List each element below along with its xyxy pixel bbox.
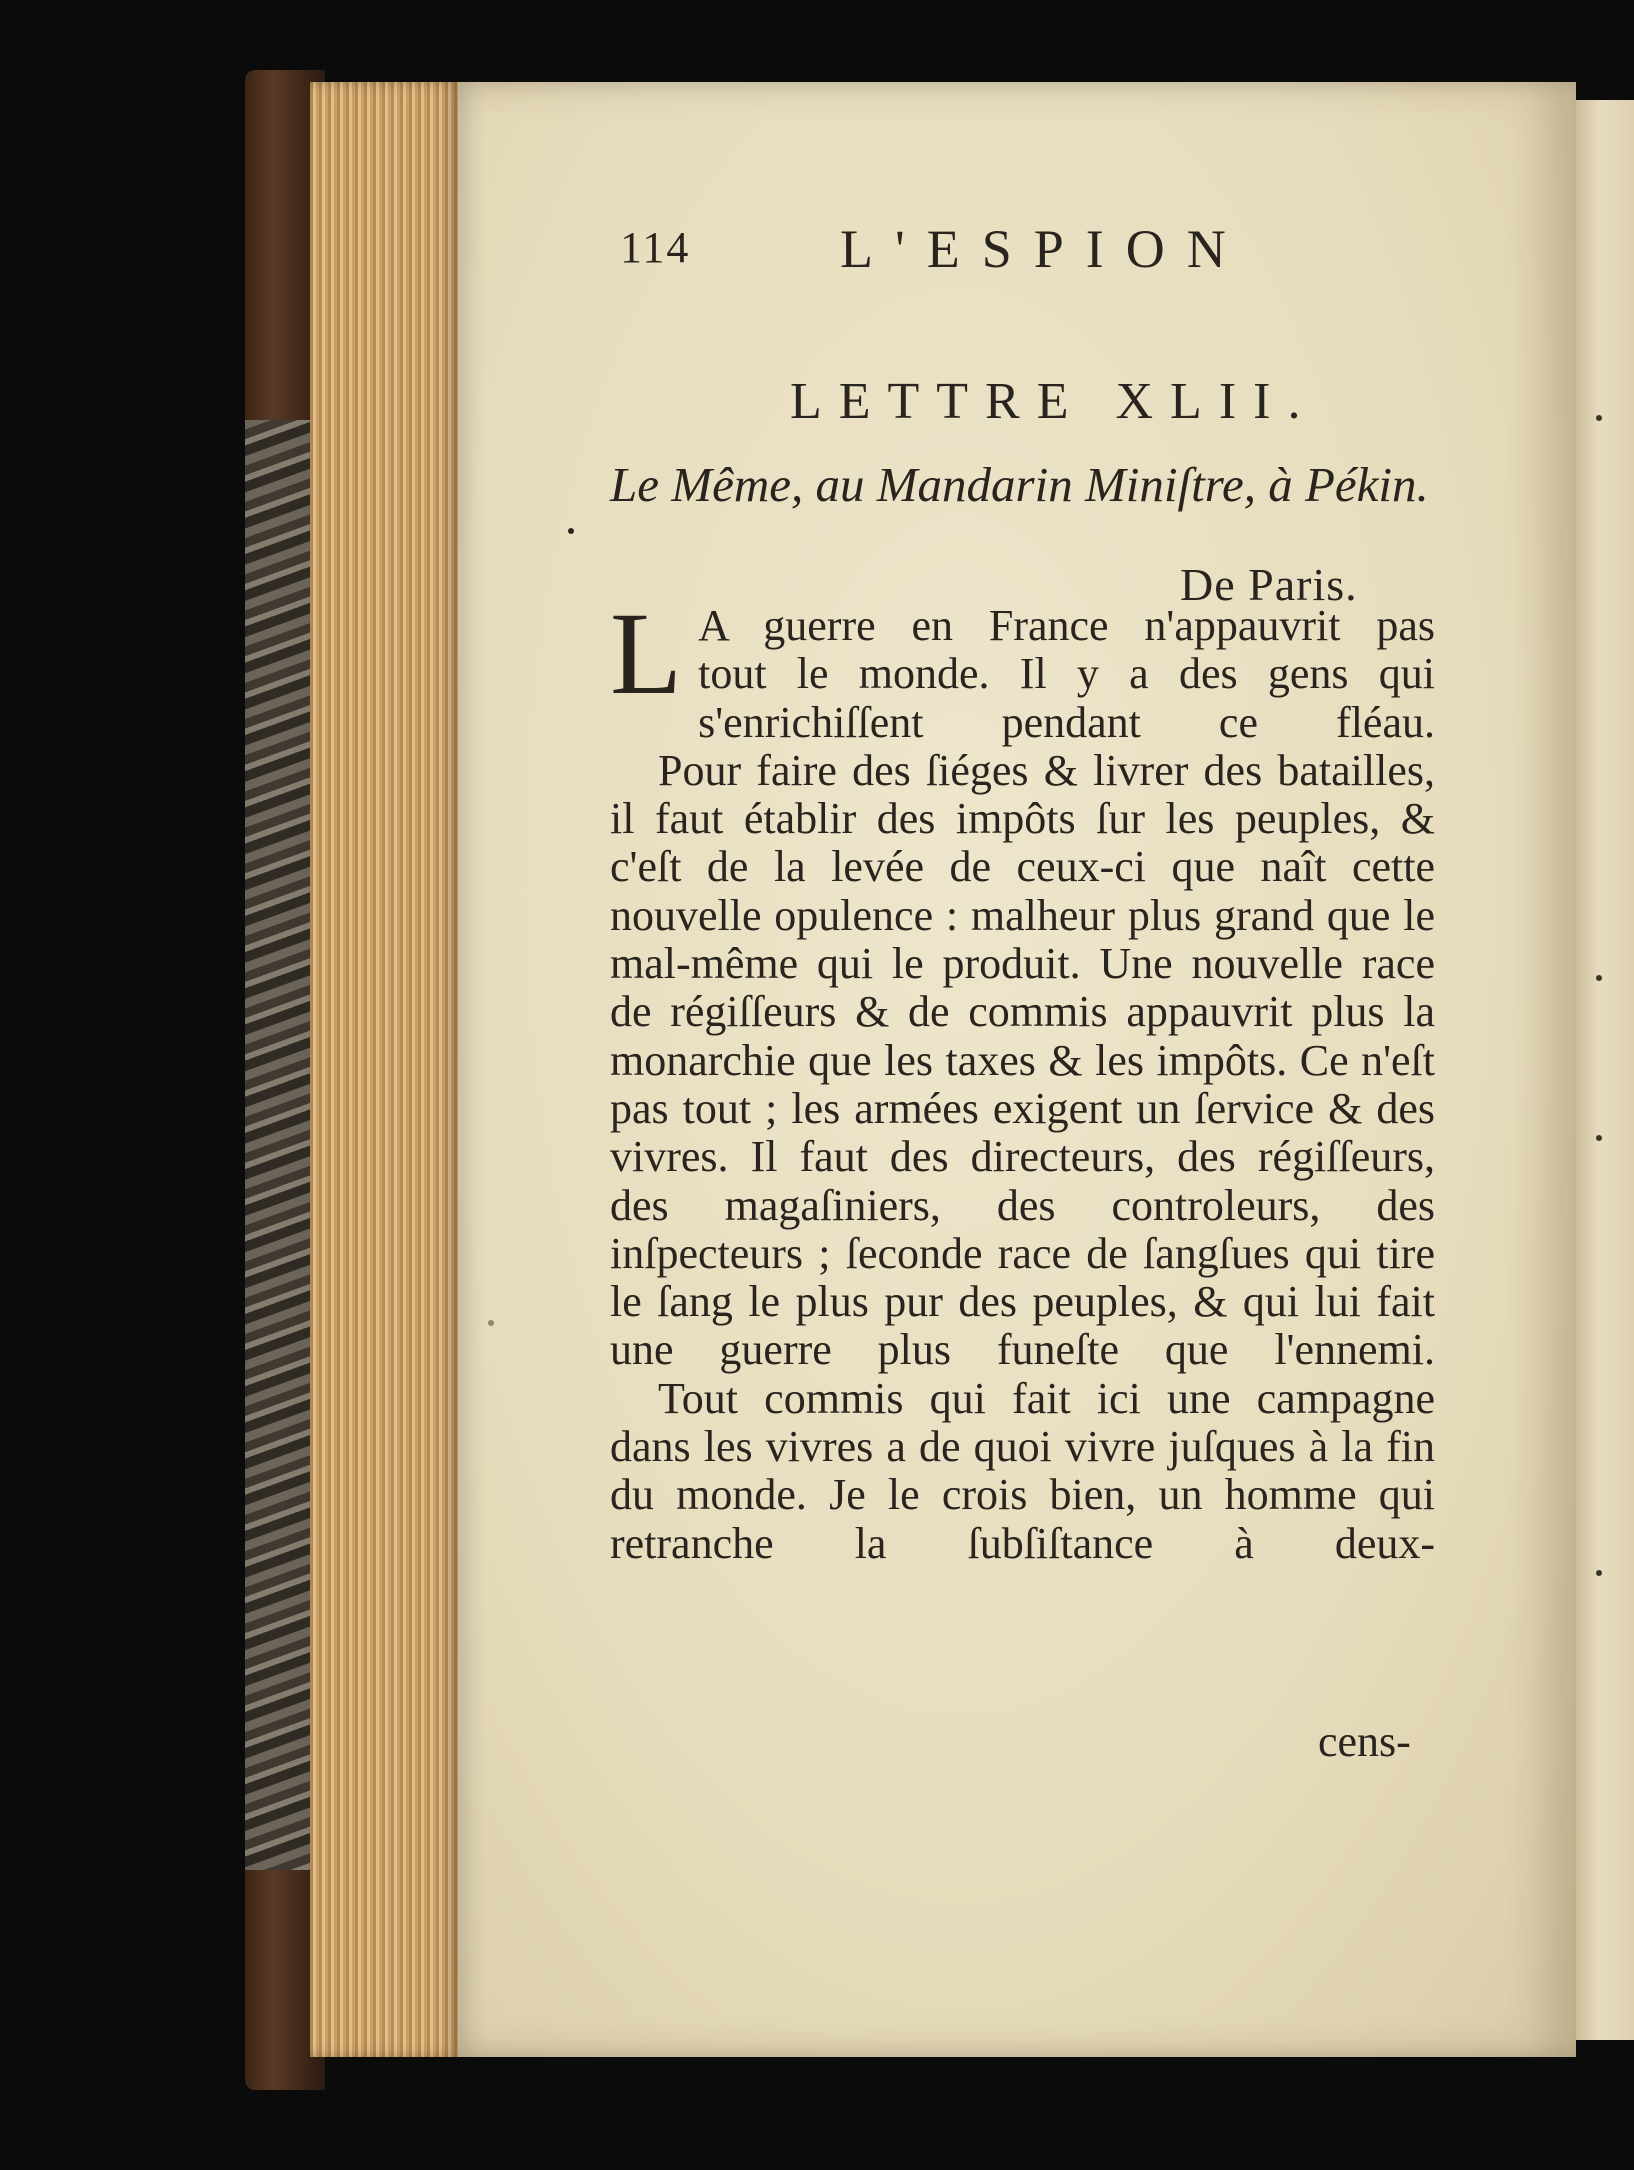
letter-dateline: De Paris.	[1180, 559, 1358, 610]
catchword: cens-	[1318, 1717, 1411, 1766]
body-line: A guerre en France n'appauvrit pas	[698, 601, 1435, 650]
running-title: L'ESPION	[840, 219, 1248, 279]
facing-page-edge	[1576, 100, 1634, 2040]
first-paragraph	[610, 588, 1435, 747]
letter-body	[610, 588, 1435, 1568]
paragraph: Tout commis qui fait ici une campagne dans les vivres a de quoi vivre juſques à la fin du monde. Je le crois bien, un homme qui retranche la ſubſiſtance à deux-	[610, 1373, 1435, 1568]
paragraph: Pour faire des ſiéges & livrer des batailles, il faut établir des impôts ſur les peuples, & c'eſt de la levée de ceux-ci que naît cette nouvelle opulence : malheur plus grand que le mal-même qui le produit. Une nouvelle race de régiſſeurs & de commis appauvrit plus la monarchie que les taxes & les impôts. Ce n'eſt pas tout ; les armées exigent un ſervice & des vivres. Il faut des directeurs, des régiſſeurs, des magaſiniers, des controleurs, des inſpecteurs ; ſeconde race de ſangſues qui tire le ſang le plus pur des peuples, & qui lui fait une guerre plus funeſte que l'ennemi.	[610, 745, 1435, 1375]
body-line: s'enrichiſſent pendant ce fléau.	[698, 697, 1435, 747]
drop-cap: L	[610, 588, 683, 719]
ink-spot	[488, 1320, 494, 1326]
body-line: tout le monde. Il y a des gens qui	[698, 649, 1435, 699]
ink-spot	[568, 528, 574, 534]
letter-title: LETTRE XLII.	[790, 373, 1318, 430]
page-number: 114	[620, 223, 691, 272]
facing-page-mark	[1596, 975, 1602, 981]
facing-page-mark	[1596, 415, 1602, 421]
page-edges	[310, 82, 460, 2057]
facing-page-mark	[1596, 1135, 1602, 1141]
letter-subtitle: Le Même, au Mandarin Miniſtre, à Pékin.	[610, 457, 1429, 512]
facing-page-mark	[1596, 1570, 1602, 1576]
